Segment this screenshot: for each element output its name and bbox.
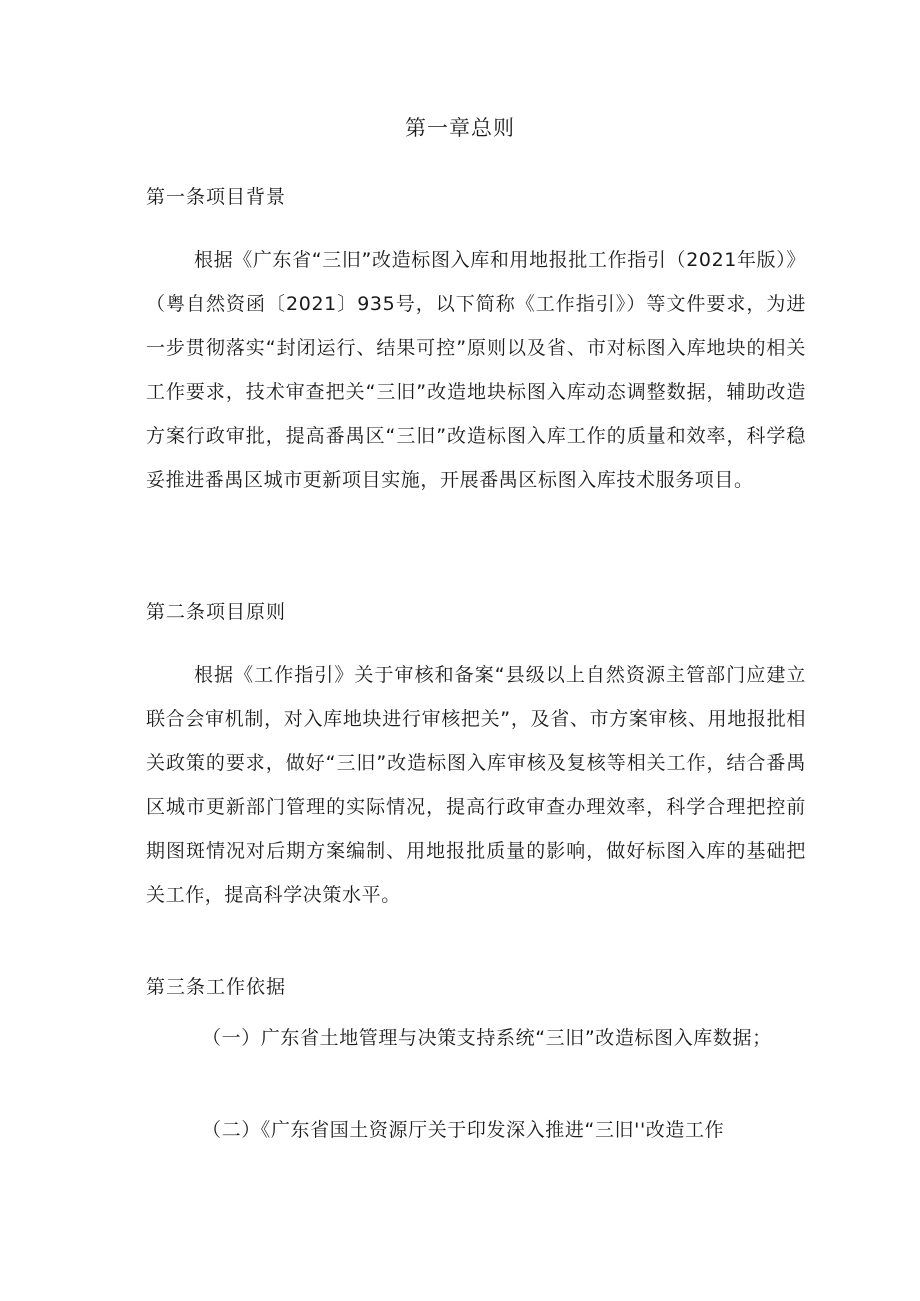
section-heading-1: 第一条项目背景 [146,186,287,208]
basis-item-1: （一）广东省土地管理与决策支持系统“三旧”改造标图入库数据； [202,1027,772,1049]
section-2-paragraph: 根据《工作指引》关于审核和备案“县级以上自然资源主管部门应建立联合会审机制，对入库地块进行审核把关”，及省、市方案审核、用地报批相关政策的要求，做好“三旧”改造标图入库审核及复核等相关工作，结合番禺区城市更新部门管理的实际情况，提高行政审查办理效率，科学合理把控前期图斑情况对后期方案编制、用地报批质量的影响，做好标图入库的基础把关工作，提高科学决策水平。 [146,664,806,906]
section-heading-3: 第三条工作依据 [146,976,287,998]
section-heading-2: 第二条项目原则 [146,601,287,623]
basis-item-2: （二）《广东省国土资源厅关于印发深入推进“三旧''改造工作 [202,1119,725,1141]
chapter-title: 第一章总则 [405,116,515,140]
section-1-paragraph: 根据《广东省“三旧”改造标图入库和用地报批工作指引（2021年版）》（粤自然资函〔2021〕935号，以下简称《工作指引》）等文件要求，为进一步贯彻落实“封闭运行、结果可控”原则以及省、市对标图入库地块的相关工作要求，技术审查把关“三旧”改造地块标图入库动态调整数据，辅助改造方案行政审批，提高番禺区“三旧”改造标图入库工作的质量和效率，科学稳妥推进番禺区城市更新项目实施，开展番禺区标图入库技术服务项目。 [146,249,806,491]
